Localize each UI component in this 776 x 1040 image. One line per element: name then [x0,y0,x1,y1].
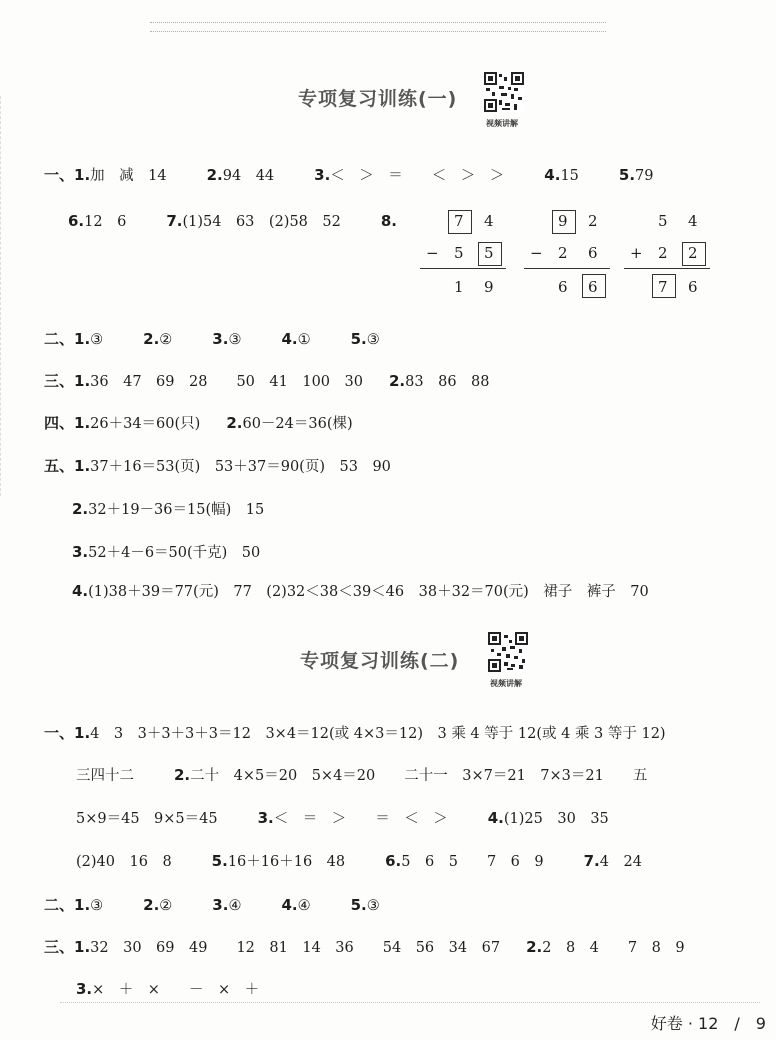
digit: 5 [454,244,464,262]
item-number: 7. [166,212,183,230]
digit: 4 [688,212,698,230]
answer-text: 32 30 69 49 12 81 14 36 54 56 34 67 [90,940,501,956]
answer-text: ③ [90,332,104,348]
question-label: 一、 [44,724,75,742]
answer-text: 94 44 [222,168,275,184]
item-number: 3. [314,166,331,184]
answer-text: 加 减 14 [90,168,167,184]
qr-code-icon [488,632,528,672]
item-number: 1. [74,166,91,184]
question-label: 三、 [44,938,75,956]
s1-q5-1 [44,455,391,476]
s1-q1-line1 [44,164,653,185]
item-number: 2. [72,500,89,518]
answer-text: ④ [297,898,311,914]
item-number: 1. [74,372,91,390]
s2-q1-line3 [76,807,609,828]
digit: 9 [484,278,494,296]
operator: − [426,244,439,262]
answer-text: 26＋34＝60(只) [90,416,201,432]
answer-text: (2)40 16 8 [76,854,172,870]
answer-text: 5 6 5 7 6 9 [401,854,544,870]
item-number: 2. [206,166,223,184]
s1-q5-4 [72,580,649,601]
answer-text: 15 [560,168,579,184]
item-number: 3. [257,809,274,827]
item-number: 5. [618,166,636,184]
answer-text: 37＋16＝53(页) 53＋37＝90(页) 53 90 [90,459,391,475]
digit: 2 [688,244,698,262]
item-number: 2. [143,896,160,914]
s1-q1-line2 [68,210,397,231]
s2-q1-line4 [76,850,642,871]
top-decoration [150,22,606,32]
answer-text: (1)54 63 (2)58 52 [182,214,341,230]
operator: − [530,244,543,262]
s1-q2 [44,328,380,349]
answer-text: 83 86 88 [405,374,490,390]
answer-text: 4 24 [599,854,642,870]
item-number: 3. [212,330,229,348]
item-number: 6. [68,212,85,230]
question-label: 五、 [44,457,75,475]
section1-title: 专项复习训练(一) [298,88,458,110]
item-number: 4. [281,330,298,348]
item-number: 5. [350,330,367,348]
answer-text: ② [159,332,173,348]
answer-text: 36 47 69 28 50 41 100 30 [90,374,363,390]
answer-text: ① [297,332,311,348]
digit: 7 [454,212,464,230]
item-number: 1. [74,896,91,914]
digit: 1 [454,278,464,296]
question-label: 一、 [44,166,75,184]
question-label: 二、 [44,330,75,348]
digit: 9 [558,212,568,230]
answer-text: 三四十二 [76,768,134,784]
item-number: 1. [74,724,91,742]
answer-text: 16＋16＋16 48 [227,854,346,870]
answer-text: ④ [228,898,242,914]
s1-q3 [44,370,490,391]
item-number: 4. [281,896,298,914]
operator: + [630,244,643,262]
digit: 2 [658,244,668,262]
item-number: 1. [74,414,91,432]
answer-text: 52＋4－6＝50(千克) 50 [88,545,261,561]
answer-text: 4 3 3＋3＋3＋3＝12 3×4＝12(或 4×3＝12) 3 乘 4 等于 12(或 4 乘 3 等于 12) [90,726,666,742]
answer-text: 12 6 [84,214,127,230]
digit: 6 [588,244,598,262]
item-number: 2. [174,766,191,784]
answer-text: ③ [228,332,242,348]
item-number: 2. [389,372,406,390]
item-number: 1. [74,457,91,475]
question-label: 三、 [44,372,75,390]
s1-q4 [44,412,353,433]
item-number: 8. [380,212,397,230]
digit: 5 [658,212,668,230]
section2-title: 专项复习训练(二) [300,650,460,672]
answer-text: 5×9＝45 9×5＝45 [76,811,218,827]
answer-text: 60－24＝36(棵) [242,416,353,432]
s2-q1-line2 [76,764,647,785]
item-number: 5. [211,852,228,870]
page-footer: 好卷 · 12 / 9 [650,1014,766,1033]
digit: 4 [484,212,494,230]
question-label: 二、 [44,896,75,914]
answer-text: 32＋19－36＝15(幅) 15 [88,502,265,518]
answer-text: ＜ ＞ ＝ ＜ ＞ ＞ [330,168,505,184]
answer-text: 二十 4×5＝20 5×4＝20 二十一 3×7＝21 7×3＝21 五 [190,768,648,784]
binding-margin [0,96,3,496]
digit: 7 [658,278,668,296]
item-number: 1. [74,330,91,348]
answer-text: 2 8 4 7 8 9 [542,940,685,956]
digit: 5 [484,244,494,262]
answer-text: ③ [90,898,104,914]
question-label: 四、 [44,414,75,432]
qr-code-icon [484,72,524,112]
digit: 6 [688,278,698,296]
answer-text: ③ [366,332,380,348]
qr-label: 视频讲解 [490,679,522,688]
item-number: 1. [74,938,91,956]
s2-q2 [44,894,380,915]
s2-q3-line2 [76,978,259,999]
answer-text: ③ [366,898,380,914]
s1-q5-3 [72,541,260,562]
item-number: 4. [487,809,504,827]
item-number: 3. [212,896,229,914]
s2-q3-line1 [44,936,685,957]
s2-q1-line1 [44,722,666,743]
answer-text: (1)25 30 35 [503,811,609,827]
item-number: 5. [350,896,367,914]
answer-text: ② [159,898,173,914]
digit: 6 [558,278,568,296]
qr-label: 视频讲解 [486,119,518,128]
item-number: 2. [526,938,543,956]
answer-text: 79 [635,168,654,184]
item-number: 6. [385,852,402,870]
digit: 2 [588,212,598,230]
item-number: 4. [544,166,561,184]
item-number: 3. [72,543,89,561]
answer-text: (1)38＋39＝77(元) 77 (2)32＜38＜39＜46 38＋32＝70(元) 裙子 裤子 70 [88,584,649,600]
digit: 2 [558,244,568,262]
item-number: 7. [583,852,600,870]
digit: 6 [588,278,598,296]
item-number: 2. [226,414,243,432]
item-number: 4. [72,582,89,600]
s1-q5-2 [72,498,264,519]
item-number: 2. [143,330,160,348]
item-number: 3. [76,980,93,998]
bottom-divider [60,1002,760,1003]
answer-text: × ＋ × － × ＋ [92,982,260,998]
answer-text: ＜ ＝ ＞ ＝ ＜ ＞ [273,811,448,827]
